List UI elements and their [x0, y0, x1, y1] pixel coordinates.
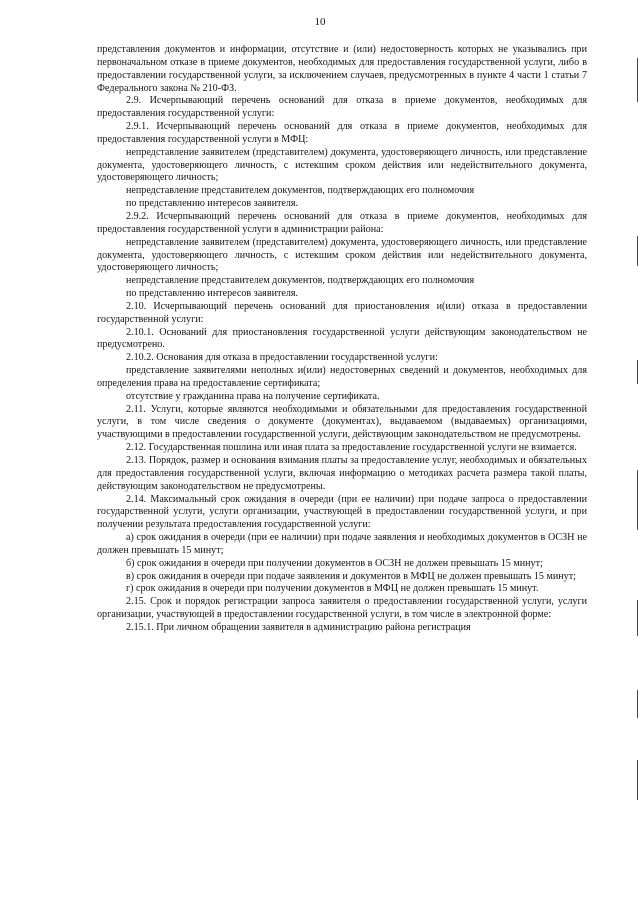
scan-edge-mark — [637, 360, 638, 384]
scan-edge-mark — [637, 58, 638, 102]
paragraph: 2.10.2. Основания для отказа в предоставлении государственной услуги: — [126, 352, 438, 364]
paragraph: отсутствие у гражданина права на получение сертификата. — [126, 390, 380, 402]
paragraph: представления документов и информации, отсутствие и (или) недостоверность которых не указывались при первоначальном отказе в приеме документов, необходимых для предоставления государственной услуги, либо в предоставлении государственной услуги, за исключением случаев, предусмотренных в пункте 4 части 1 статьи 7 Федерального закона № 210-ФЗ. — [97, 44, 587, 94]
paragraph: непредставление представителем документов, подтверждающих его полномочия — [126, 275, 475, 287]
paragraph: г) срок ожидания в очереди при получении документов в МФЦ не должен превышать 15 минут. — [126, 583, 539, 595]
paragraph: 2.11. Услуги, которые являются необходимыми и обязательными для предоставления государственной услуги, в том числе сведения о документе (документах), выдаваемом (выдаваемых) организациями, участвующими в предоставлении государственной услуги, действующим законодательством не предусмотрены. — [97, 403, 587, 441]
paragraph: 2.14. Максимальный срок ожидания в очереди (при ее наличии) при подаче запроса о предоставлении государственной услуги, услуги организации, участвующей в предоставлении государственной услуги, и при получении результата предоставления государственной услуги: — [97, 493, 587, 531]
paragraph: непредставление представителем документов, подтверждающих его полномочия — [126, 185, 475, 197]
paragraph: представление заявителями неполных и(или) недостоверных сведений и документов, необходимых для определения права на предоставление сертификата; — [97, 365, 587, 389]
paragraph: б) срок ожидания в очереди при получении документов в ОСЗН не должен превышать 15 минут; — [126, 557, 543, 569]
scan-edge-mark — [637, 236, 638, 266]
paragraph: 2.15.1. При личном обращении заявителя в администрацию района регистрация — [126, 621, 471, 633]
paragraph: 2.13. Порядок, размер и основания взимания платы за предоставление услуг, необходимых и обязательных для предоставления государственной услуги, включая информацию о методиках расчета размера такой платы, действующим законодательством не предусмотрены. — [97, 455, 587, 492]
paragraph: непредставление заявителем (представителем) документа, удостоверяющего личность, или представление документа, удостоверяющего личность, с истекшим сроком действия или недействительного документа, удостоверяющего личность; — [97, 146, 587, 184]
paragraph: в) срок ожидания в очереди при подаче заявления и документов в МФЦ не должен превышать 15 минут; — [126, 570, 576, 582]
paragraph: по представлению интересов заявителя. — [126, 198, 299, 210]
paragraph: 2.9.1. Исчерпывающий перечень оснований для отказа в приеме документов, необходимых для предоставления государственной услуги в МФЦ: — [97, 121, 587, 145]
document-body — [97, 44, 587, 635]
paragraph: а) срок ожидания в очереди (при ее наличии) при подаче заявления и необходимых документов в ОСЗН не должен превышать 15 минут; — [97, 532, 587, 556]
paragraph: 2.10.1. Оснований для приостановления государственной услуги действующим законодательством не предусмотрено. — [97, 326, 587, 351]
scan-edge-mark — [637, 760, 638, 800]
paragraph: 2.9.2. Исчерпывающий перечень оснований для отказа в приеме документов, необходимых для предоставления государственной услуги в администрации района: — [97, 210, 587, 235]
paragraph: 2.10. Исчерпывающий перечень оснований для приостановления и(или) отказа в предоставлении государственной услуги: — [97, 300, 587, 325]
page-number: 10 — [314, 16, 326, 28]
scan-edge-mark — [637, 690, 638, 718]
paragraph: непредставление заявителем (представителем) документа, удостоверяющего личность, или представление документа, удостоверяющего личность, с истекшим сроком действия или недействительного документа, удостоверяющего личность; — [97, 236, 587, 274]
paragraph: 2.15. Срок и порядок регистрации запроса заявителя о предоставлении государственной услуги, услуги организации, участвующей в предоставлении государственной услуги, в том числе в электронной форме: — [97, 596, 587, 621]
scan-edge-mark — [637, 600, 638, 636]
scan-edge-mark — [637, 470, 638, 530]
paragraph: по представлению интересов заявителя. — [126, 288, 299, 300]
paragraph: 2.12. Государственная пошлина или иная плата за предоставление государственной услуги не взимается. — [126, 442, 577, 454]
paragraph: 2.9. Исчерпывающий перечень оснований для отказа в приеме документов, необходимых для предоставления государственной услуги: — [97, 95, 587, 120]
